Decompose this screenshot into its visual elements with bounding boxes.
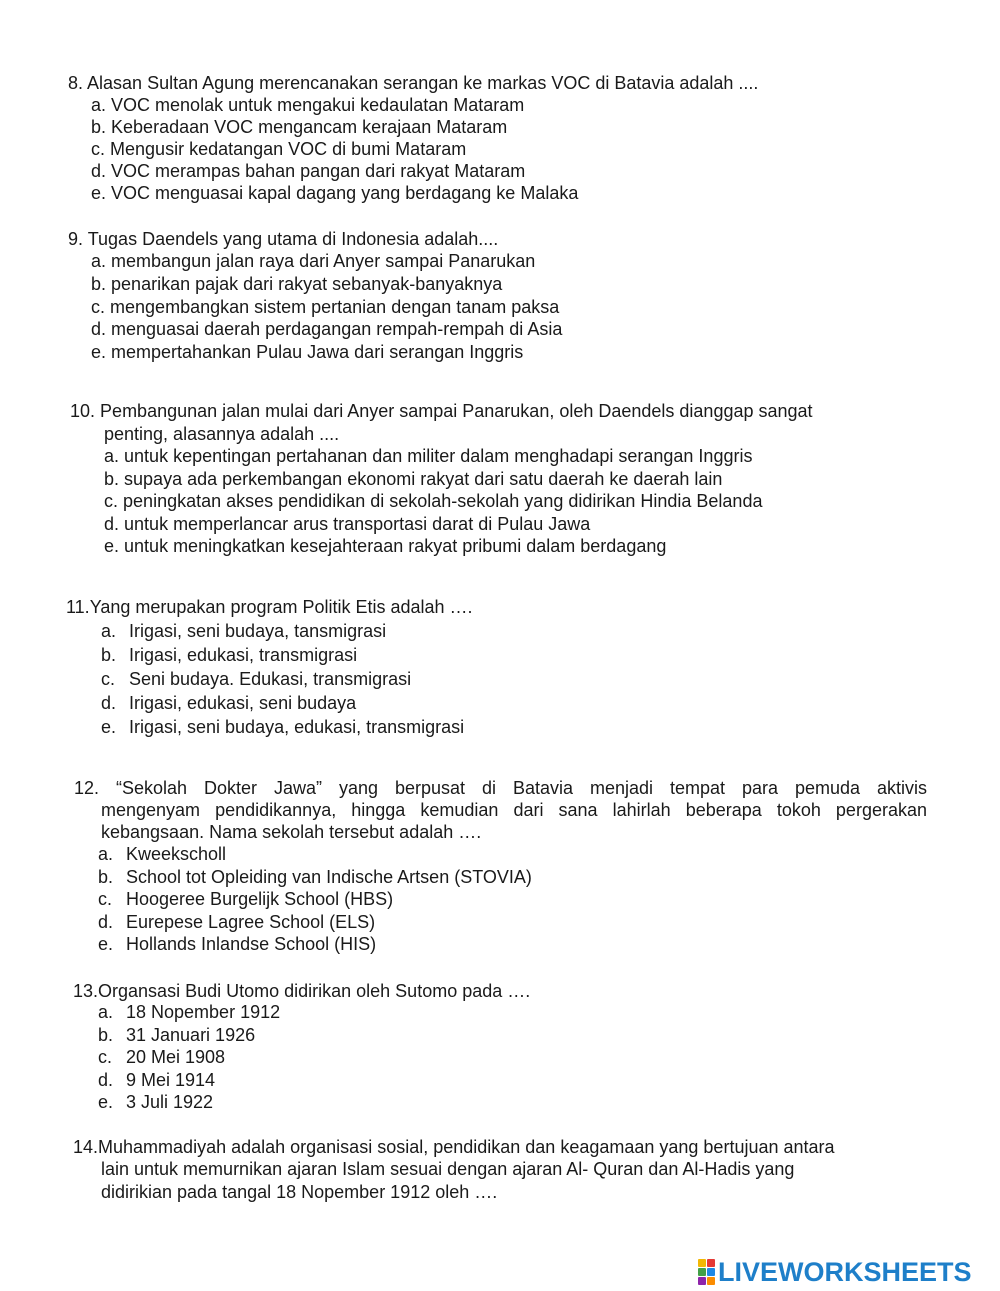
option-b: b. School tot Opleiding van Indische Artsen (STOVIA) xyxy=(98,867,532,887)
option-e: e. Hollands Inlandse School (HIS) xyxy=(98,934,377,954)
liveworksheets-logo-text: LIVEWORKSHEETS xyxy=(718,1256,972,1287)
option-a: a. 18 Nopember 1912 xyxy=(98,1002,281,1022)
option-b: b. Keberadaan VOC mengancam kerajaan Mataram xyxy=(91,117,508,137)
option-a: a. Kweekscholl xyxy=(98,844,227,864)
question-stem-continued: penting, alasannya adalah .... xyxy=(104,424,340,444)
option-b: b. Irigasi, edukasi, transmigrasi xyxy=(101,645,358,665)
option-a: a. untuk kepentingan pertahanan dan militer dalam menghadapi serangan Inggris xyxy=(104,446,753,466)
option-d: d. untuk memperlancar arus transportasi darat di Pulau Jawa xyxy=(104,514,591,534)
option-e: e. Irigasi, seni budaya, edukasi, transmigrasi xyxy=(101,717,465,737)
question-stem: 8. Alasan Sultan Agung merencanakan serangan ke markas VOC di Batavia adalah .... xyxy=(68,73,759,93)
option-e: e. VOC menguasai kapal dagang yang berdagang ke Malaka xyxy=(91,183,579,203)
option-a: a. Irigasi, seni budaya, tansmigrasi xyxy=(101,621,387,641)
option-d: d. 9 Mei 1914 xyxy=(98,1070,216,1090)
option-e: e. 3 Juli 1922 xyxy=(98,1092,214,1112)
option-d: d. Irigasi, edukasi, seni budaya xyxy=(101,693,357,713)
option-b: b. penarikan pajak dari rakyat sebanyak-banyaknya xyxy=(91,274,503,294)
option-b: b. supaya ada perkembangan ekonomi rakyat dari satu daerah ke daerah lain xyxy=(104,469,723,489)
option-a: a. membangun jalan raya dari Anyer sampai Panarukan xyxy=(91,251,536,271)
question-stem: 11.Yang merupakan program Politik Etis adalah …. xyxy=(66,597,473,617)
option-c: c. peningkatan akses pendidikan di sekolah-sekolah yang didirikan Hindia Belanda xyxy=(104,491,763,511)
liveworksheets-logo-icon xyxy=(698,1259,715,1285)
option-c: c. 20 Mei 1908 xyxy=(98,1047,226,1067)
question-stem: 12. “Sekolah Dokter Jawa” yang berpusat di Batavia menjadi tempat para pemuda aktivis xyxy=(74,778,927,798)
option-c: c. Hoogeree Burgelijk School (HBS) xyxy=(98,889,394,909)
question-stem-continued: didirikian pada tangal 18 Nopember 1912 oleh …. xyxy=(101,1182,498,1202)
option-c: c. Seni budaya. Edukasi, transmigrasi xyxy=(101,669,412,689)
question-stem: 13.Organsasi Budi Utomo didirikan oleh Sutomo pada …. xyxy=(73,981,531,1001)
option-e: e. mempertahankan Pulau Jawa dari serangan Inggris xyxy=(91,342,524,362)
option-c: c. mengembangkan sistem pertanian dengan tanam paksa xyxy=(91,297,560,317)
question-stem: 14.Muhammadiyah adalah organisasi sosial, pendidikan dan keagamaan yang bertujuan antara xyxy=(73,1137,835,1157)
question-stem: 9. Tugas Daendels yang utama di Indonesia adalah.... xyxy=(68,229,499,249)
option-b: b. 31 Januari 1926 xyxy=(98,1025,256,1045)
question-stem-continued: kebangsaan. Nama sekolah tersebut adalah …. xyxy=(101,822,482,842)
option-c: c. Mengusir kedatangan VOC di bumi Mataram xyxy=(91,139,467,159)
question-stem: 10. Pembangunan jalan mulai dari Anyer sampai Panarukan, oleh Daendels dianggap sangat xyxy=(70,401,813,421)
option-d: d. VOC merampas bahan pangan dari rakyat Mataram xyxy=(91,161,526,181)
option-d: d. menguasai daerah perdagangan rempah-rempah di Asia xyxy=(91,319,563,339)
option-d: d. Eurepese Lagree School (ELS) xyxy=(98,912,376,932)
question-stem-continued: lain untuk memurnikan ajaran Islam sesuai dengan ajaran Al- Quran dan Al-Hadis yang xyxy=(101,1159,795,1179)
option-e: e. untuk meningkatkan kesejahteraan rakyat pribumi dalam berdagang xyxy=(104,536,667,556)
liveworksheets-logo[interactable] xyxy=(698,1257,972,1287)
question-stem-continued: mengenyam pendidikannya, hingga kemudian dari sana lahirlah beberapa tokoh pergerakan xyxy=(101,800,927,820)
option-a: a. VOC menolak untuk mengakui kedaulatan Mataram xyxy=(91,95,525,115)
